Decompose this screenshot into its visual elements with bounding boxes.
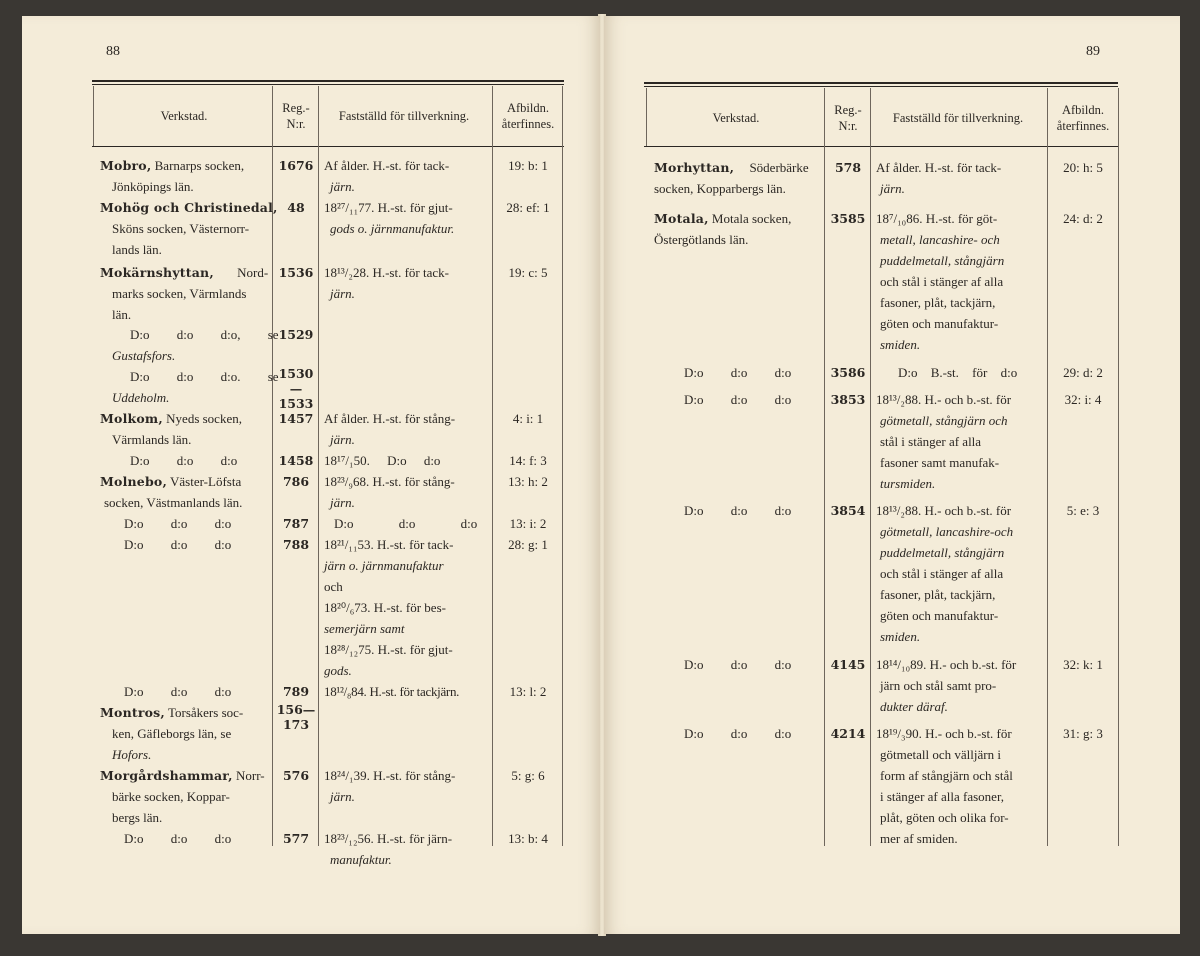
entry-location: D:o d:o d:o xyxy=(684,503,792,518)
entry-location: Östergötlands län. xyxy=(654,232,749,247)
entry-location: Motala socken, xyxy=(711,211,792,226)
entry-location: D:o d:o d:o xyxy=(684,726,792,741)
faststalld-text: 18¹³/₂88. H.- och b.-st. för xyxy=(876,392,1012,407)
entry-location: Sköns socken, Västernorr- xyxy=(112,221,250,236)
faststalld-text: 18²⁴/₁39. H.-st. för stång- xyxy=(324,768,456,783)
faststalld-text: järn. xyxy=(330,789,355,804)
afbildn-ref: 19: c: 5 xyxy=(508,265,548,280)
entry-location: socken, Västmanlands län. xyxy=(104,495,243,510)
reg-number: 1458 xyxy=(278,453,314,468)
entry-name: Montros, xyxy=(100,705,165,720)
entry-name: Molkom, xyxy=(100,411,163,426)
afbildn-ref: 28: ef: 1 xyxy=(506,200,550,215)
faststalld-text: dukter däraf. xyxy=(880,699,948,714)
entry-location: D:o d:o d:o xyxy=(684,657,792,672)
faststalld-text: Af ålder. H.-st. för tack- xyxy=(876,160,1002,175)
entry-location: D:o d:o d:o xyxy=(684,392,792,407)
faststalld-text: järn. xyxy=(330,179,355,194)
faststalld-text: fasoner samt manufak- xyxy=(880,455,1000,470)
faststalld-text: stål i stänger af alla xyxy=(880,434,982,449)
faststalld-text: 18¹³/₂28. H.-st. för tack- xyxy=(324,265,449,280)
header-verkstad-right: Verkstad. xyxy=(712,111,760,125)
faststalld-text: puddelmetall, stångjärn xyxy=(880,545,1005,560)
entry-location: D:o d:o d:o xyxy=(124,537,232,552)
entry-location: Nyeds socken, xyxy=(166,411,242,426)
entry-location: Hofors. xyxy=(112,747,152,762)
entry-name: Morgårdshammar, xyxy=(100,768,233,783)
entry-location: bärke socken, Koppar- xyxy=(112,789,230,804)
faststalld-text: 18¹²/₈84. H.-st. för tackjärn. xyxy=(324,684,460,699)
reg-number: 786 xyxy=(282,474,310,489)
faststalld-text: 18⁷/₁₀86. H.-st. för göt- xyxy=(876,211,998,226)
entry-location: Nord- xyxy=(237,265,269,280)
reg-number: 1536 xyxy=(278,265,314,280)
reg-number: 4145 xyxy=(830,657,866,672)
faststalld-text: järn. xyxy=(330,286,355,301)
faststalld-text: 18²⁸/₁₂75. H.-st. för gjut- xyxy=(324,642,453,657)
entry-name: Molnebo, xyxy=(100,474,167,489)
afbildn-ref: 28: g: 1 xyxy=(508,537,548,552)
entry-location: Uddeholm. xyxy=(112,390,170,405)
reg-number: 578 xyxy=(834,160,862,175)
faststalld-text: 18¹⁹/₃90. H.- och b.-st. för xyxy=(876,726,1012,741)
afbildn-ref: 13: h: 2 xyxy=(508,474,548,489)
faststalld-text: smiden. xyxy=(880,629,921,644)
afbildn-ref: 19: b: 1 xyxy=(508,158,548,173)
faststalld-text: götmetall och välljärn i xyxy=(880,747,1001,762)
entry-name: Motala, xyxy=(654,211,709,226)
faststalld-text: i stänger af alla fasoner, xyxy=(880,789,1005,804)
header-verkstad-left: Verkstad. xyxy=(160,109,208,123)
col-line xyxy=(870,88,871,846)
entry-location: Torsåkers soc- xyxy=(167,705,244,720)
reg-number: 4214 xyxy=(830,726,866,741)
afbildn-ref: 32: i: 4 xyxy=(1064,392,1102,407)
faststalld-text: puddelmetall, stångjärn xyxy=(880,253,1005,268)
reg-number: 3585 xyxy=(830,211,866,226)
afbildn-ref: 13: i: 2 xyxy=(509,516,547,531)
header-faststalld-left: Fastställd för tillverkning. xyxy=(338,109,470,123)
faststalld-text: 18¹⁴/₁₀89. H.- och b.-st. för xyxy=(876,657,1017,672)
faststalld-text: och stål i stänger af alla xyxy=(880,274,1004,289)
faststalld-text: D:o d:o d:o xyxy=(334,516,478,531)
col-line xyxy=(492,86,493,846)
faststalld-text: götmetall, lancashire-och xyxy=(880,524,1014,539)
faststalld-text: Af ålder. H.-st. för tack- xyxy=(324,158,450,173)
faststalld-text: D:o B.-st. för d:o xyxy=(898,365,1018,380)
faststalld-text: järn och stål samt pro- xyxy=(880,678,997,693)
header-rule-left xyxy=(92,146,564,147)
entry-name: Mokärnshyttan, xyxy=(100,265,214,280)
faststalld-text: manufaktur. xyxy=(330,852,392,867)
reg-number: 1676 xyxy=(278,158,314,173)
reg-number: 3586 xyxy=(830,365,866,380)
entry-location: D:o d:o d:o, se xyxy=(130,327,279,342)
entry-location: ken, Gäfleborgs län, se xyxy=(112,726,232,741)
reg-number: 1530— 1533 xyxy=(278,366,314,411)
faststalld-text: Af ålder. H.-st. för stång- xyxy=(324,411,456,426)
reg-number: 3854 xyxy=(830,503,866,518)
reg-number: 1529 xyxy=(278,327,314,342)
faststalld-text: smiden. xyxy=(880,337,921,352)
afbildn-ref: 5: g: 6 xyxy=(511,768,545,783)
reg-number: 788 xyxy=(282,537,310,552)
faststalld-text: 18¹⁷/₁50. D:o d:o xyxy=(324,453,441,468)
afbildn-ref: 4: i: 1 xyxy=(512,411,544,426)
header-faststalld-right: Fastställd för tillverkning. xyxy=(892,111,1024,125)
faststalld-text: och xyxy=(324,579,343,594)
entry-location: Barnarps socken, xyxy=(154,158,245,173)
entry-location: Gustafsfors. xyxy=(112,348,176,363)
page-number-left: 88 xyxy=(106,44,120,59)
afbildn-ref: 24: d: 2 xyxy=(1063,211,1103,226)
col-line xyxy=(318,86,319,846)
col-line xyxy=(1118,88,1119,846)
header-reg-left: Reg.- N:r. xyxy=(282,101,310,131)
faststalld-text: 18²¹/₁₁53. H.-st. för tack- xyxy=(324,537,454,552)
faststalld-text: 18¹³/₂88. H.- och b.-st. för xyxy=(876,503,1012,518)
faststalld-text: plåt, göten och olika for- xyxy=(880,810,1009,825)
reg-number: 789 xyxy=(282,684,310,699)
reg-number: 1457 xyxy=(278,411,314,426)
faststalld-text: och stål i stänger af alla xyxy=(880,566,1004,581)
faststalld-text: 18²⁷/₁₁77. H.-st. för gjut- xyxy=(324,200,453,215)
col-line xyxy=(562,86,563,846)
faststalld-text: järn o. järnmanufaktur xyxy=(324,558,444,573)
faststalld-text: fasoner, plåt, tackjärn, xyxy=(880,587,996,602)
entry-location: marks socken, Värmlands xyxy=(112,286,247,301)
entry-location: Söderbärke xyxy=(749,160,809,175)
entry-location: Jönköpings län. xyxy=(112,179,194,194)
entry-location: bergs län. xyxy=(112,810,163,825)
col-line xyxy=(646,88,647,146)
reg-number: 787 xyxy=(282,516,310,531)
entry-location: D:o d:o d:o xyxy=(684,365,792,380)
reg-number: 3853 xyxy=(830,392,866,407)
entry-name: Morhyttan, xyxy=(654,160,735,175)
entry-location: socken, Kopparbergs län. xyxy=(654,181,786,196)
top-rule-left xyxy=(92,80,564,85)
afbildn-ref: 13: l: 2 xyxy=(509,684,547,699)
entry-location: Väster-Löfsta xyxy=(170,474,242,489)
reg-number: 48 xyxy=(287,200,305,215)
afbildn-ref: 13: b: 4 xyxy=(508,831,548,846)
header-afbildn-left: Afbildn. återfinnes. xyxy=(501,101,555,131)
faststalld-text: gods o. järnmanufaktur. xyxy=(330,221,455,236)
entry-location: D:o d:o d:o. se xyxy=(130,369,279,384)
afbildn-ref: 31: g: 3 xyxy=(1063,726,1103,741)
entry-location: län. xyxy=(112,307,132,322)
col-line xyxy=(824,88,825,846)
faststalld-text: järn. xyxy=(330,495,355,510)
faststalld-text: gods. xyxy=(324,663,352,678)
faststalld-text: metall, lancashire- och xyxy=(880,232,1000,247)
entry-location: D:o d:o d:o xyxy=(124,516,232,531)
reg-number: 156— 173 xyxy=(276,702,316,732)
faststalld-text: göten och manufaktur- xyxy=(880,608,999,623)
entry-location: D:o d:o d:o xyxy=(130,453,238,468)
afbildn-ref: 14: f: 3 xyxy=(509,453,547,468)
faststalld-text: semerjärn samt xyxy=(324,621,405,636)
faststalld-text: järn. xyxy=(330,432,355,447)
faststalld-text: fasoner, plåt, tackjärn, xyxy=(880,295,996,310)
faststalld-text: göten och manufaktur- xyxy=(880,316,999,331)
faststalld-text: mer af smiden. xyxy=(880,831,958,846)
faststalld-text: form af stångjärn och stål xyxy=(880,768,1013,783)
faststalld-text: tursmiden. xyxy=(880,476,936,491)
top-rule-right xyxy=(644,82,1118,87)
afbildn-ref: 5: e: 3 xyxy=(1066,503,1100,518)
faststalld-text: götmetall, stångjärn och xyxy=(880,413,1008,428)
entry-location: Värmlands län. xyxy=(112,432,192,447)
header-afbildn-right: Afbildn. återfinnes. xyxy=(1056,103,1110,133)
col-line xyxy=(93,86,94,146)
faststalld-text: 18²⁰/₆73. H.-st. för bes- xyxy=(324,600,446,615)
page-number-right: 89 xyxy=(1086,44,1100,59)
afbildn-ref: 29: d: 2 xyxy=(1063,365,1103,380)
entry-location: D:o d:o d:o xyxy=(124,684,232,699)
header-reg-right: Reg.- N:r. xyxy=(834,103,862,133)
entry-name: Mobro, xyxy=(100,158,152,173)
entry-location: lands län. xyxy=(112,242,162,257)
reg-number: 577 xyxy=(282,831,310,846)
entry-location: D:o d:o d:o xyxy=(124,831,232,846)
afbildn-ref: 20: h: 5 xyxy=(1063,160,1103,175)
entry-location: Norr- xyxy=(235,768,265,783)
afbildn-ref: 32: k: 1 xyxy=(1063,657,1103,672)
reg-number: 576 xyxy=(282,768,310,783)
faststalld-text: 18²³/₉68. H.-st. för stång- xyxy=(324,474,455,489)
entry-name: Mohög och Christinedal, xyxy=(100,200,278,215)
faststalld-text: järn. xyxy=(880,181,905,196)
faststalld-text: 18²³/₁₂56. H.-st. för järn- xyxy=(324,831,453,846)
